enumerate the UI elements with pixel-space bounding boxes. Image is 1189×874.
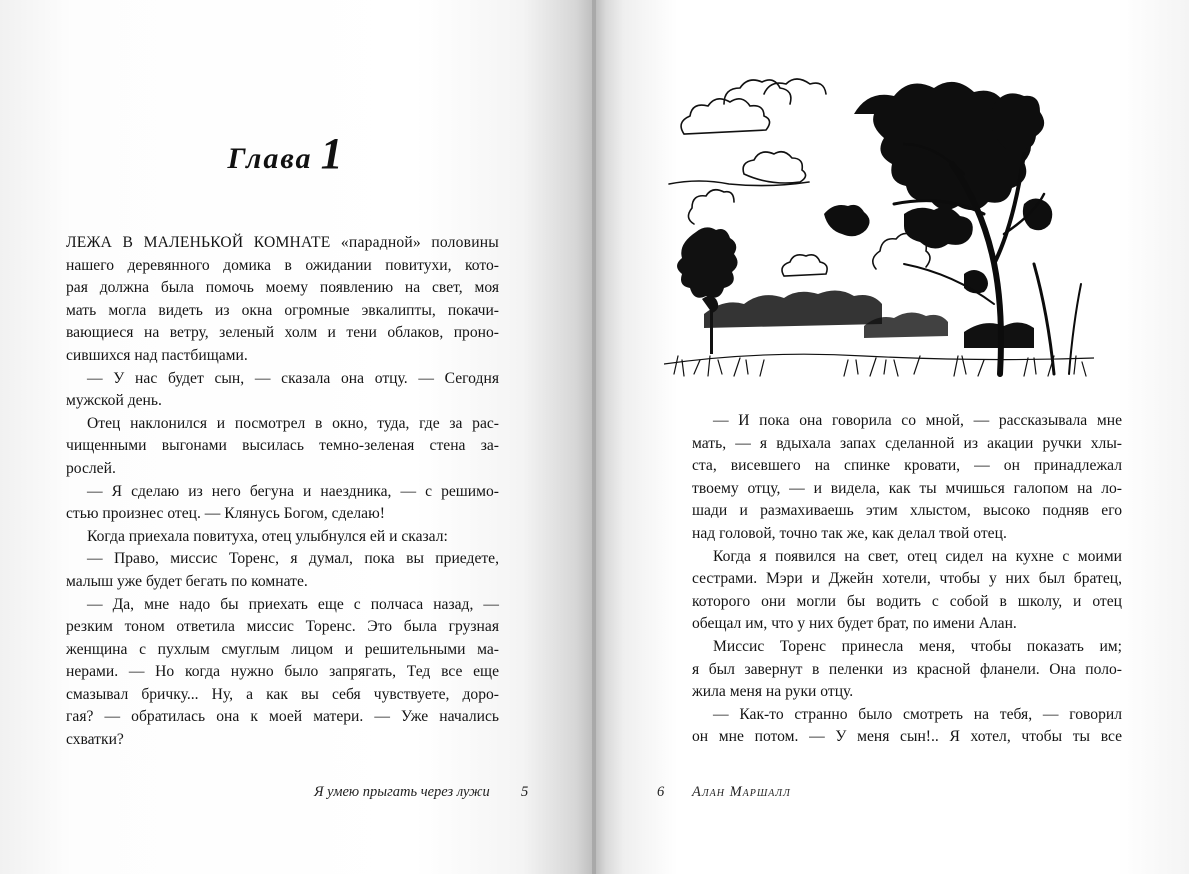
small-tree-left (677, 227, 738, 354)
text-line: нашего деревянного домика в ожидании повитухи, кото- (66, 256, 499, 274)
text-line: сившихся над пастбищами. (66, 346, 248, 364)
text-line: которого они могли бы водить с собой в школу, и отец (692, 592, 1122, 610)
text-line: твоему отцу, — и видела, как ты мчишься галопом на ло- (692, 479, 1122, 497)
text-line: смазывал бричку... Ну, а как вы себя чувствуете, доро- (66, 685, 499, 703)
running-author: Алан Маршалл (692, 784, 791, 800)
book-gutter (592, 0, 596, 874)
text-line: ЛЕЖА В МАЛЕНЬКОЙ КОМНАТЕ «парадной» половины (66, 234, 499, 251)
text-line: Когда я появился на свет, отец сидел на кухне с моими (713, 547, 1122, 565)
text-line: вающиеся на ветру, зеленый холм и тени облаков, проно- (66, 324, 499, 342)
text-line: Миссис Торенс принесла меня, чтобы показать им; (713, 637, 1122, 655)
running-title: Я умею прыгать через лужи (314, 784, 490, 800)
text-line: малыш уже будет бегать по комнате. (66, 572, 308, 590)
chapter-number: 1 (320, 129, 343, 178)
text-line: — Право, миссис Торенс, я думал, пока вы приедете, (87, 550, 499, 568)
text-line: рая должна была помочь моему появлению на свет, моя (66, 279, 499, 297)
distant-bushes (704, 290, 1034, 348)
text-line: — У нас будет сын, — сказала она отцу. — Сегодня (87, 369, 499, 387)
text-line: нерами. — Но когда нужно было запрягать, Тед все еще (66, 663, 499, 681)
text-line: над головой, точно так же, как делал твой отец. (692, 524, 1007, 542)
text-line: резким тоном ответила миссис Торенс. Это была грузная (66, 618, 499, 636)
right-page-text (692, 410, 1122, 749)
landscape-illustration (664, 64, 1094, 384)
foreground-grass (664, 354, 1094, 376)
text-line: мать, — я вдыхала запах сделанной из акации ручки хлы- (692, 434, 1122, 452)
text-line: рослей. (66, 459, 116, 477)
text-line: ста, висевшего на спинке кровати, — он принадлежал (692, 457, 1122, 475)
page-number-left: 5 (521, 784, 529, 800)
page-number-right: 6 (657, 784, 665, 800)
text-line: я был завернут в пеленки из красной фланели. Она поло- (692, 660, 1122, 678)
text-line: мать могла видеть из окна огромные эвкалипты, покачи- (66, 301, 499, 319)
text-line: — Да, мне надо бы приехать еще с полчаса назад, — (87, 595, 499, 613)
text-line: — Я сделаю из него бегуна и наездника, — с решимо- (87, 482, 499, 500)
chapter-title (200, 128, 370, 179)
text-line: сестрами. Мэри и Джейн хотели, чтобы у них был братец, (692, 570, 1122, 588)
text-line: он мне потом. — У меня сын!.. Я хотел, чтобы ты все (692, 728, 1122, 746)
text-line: Когда приехала повитуха, отец улыбнулся ей и сказал: (87, 527, 448, 545)
text-line: — И пока она говорила со мной, — рассказывала мне (713, 412, 1122, 429)
left-page-text (66, 232, 499, 752)
text-line: обещал им, что у них будет брат, по имени Алан. (692, 615, 1017, 633)
text-line: гая? — обратилась она к моей матери. — Уже начались (66, 708, 499, 726)
text-line: жила меня на руки отцу. (692, 683, 854, 701)
text-line: чищенными выгонами высилась темно-зеленая стена за- (66, 437, 499, 455)
text-line: шади и размахиваешь этим хлыстом, высоко подняв его (692, 502, 1122, 520)
text-line: схватки? (66, 731, 124, 749)
text-line: — Как-то странно было смотреть на тебя, — говорил (713, 705, 1122, 723)
text-line: мужской день. (66, 392, 162, 410)
chapter-word: Глава (227, 142, 313, 175)
text-line: женщина с пухлым смуглым лицом и решительными ма- (66, 640, 499, 658)
text-line: стью произнес отец. — Клянусь Богом, сделаю! (66, 505, 385, 523)
text-line: Отец наклонился и посмотрел в окно, туда, где за рас- (87, 414, 499, 432)
